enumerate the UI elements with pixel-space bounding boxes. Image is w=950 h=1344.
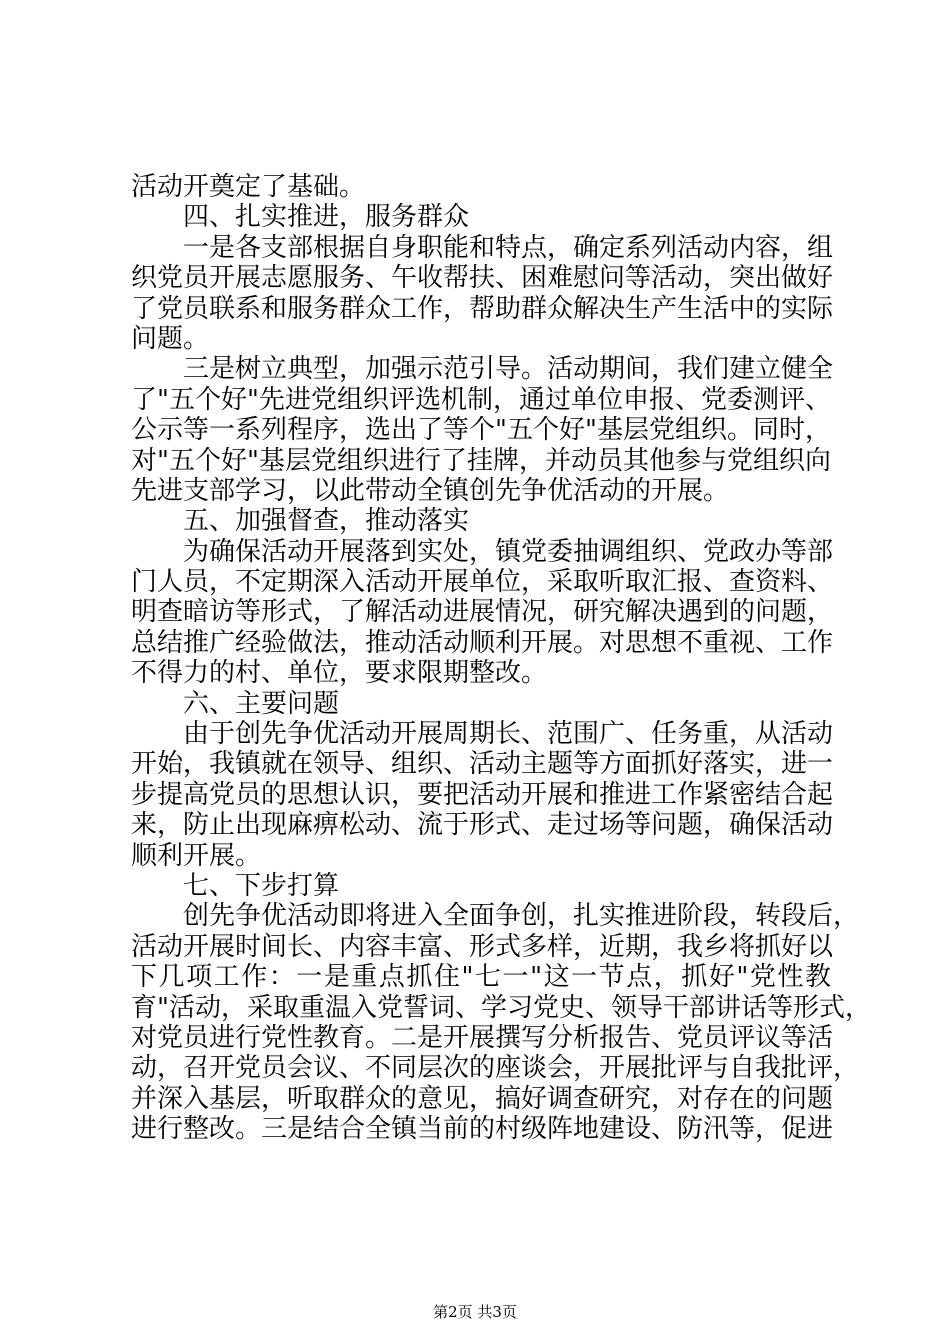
text-line: 总结推广经验做法，推动活动顺利开展。对思想不重视、工作 [131, 627, 834, 658]
text-line: 由于创先争优活动开展周期长、范围广、任务重，从活动 [183, 719, 834, 750]
text-line: 开始，我镇就在领导、组织、活动主题等方面抓好落实，进一 [131, 749, 834, 780]
text-line: 下几项工作：一是重点抓住"七一"这一节点，抓好"党性教 [131, 962, 831, 993]
text-line: 步提高党员的思想认识，要把活动开展和推进工作紧密结合起 [131, 779, 834, 810]
text-line: 不得力的村、单位，要求限期整改。 [131, 658, 548, 689]
text-line: 活动开展时间长、内容丰富、形式多样，近期，我乡将抓好以 [131, 931, 834, 962]
text-line: 进行整改。三是结合全镇当前的村级阵地建设、防汛等，促进 [131, 1114, 834, 1145]
page-number-footer: 第2页 共3页 [433, 1303, 517, 1321]
section-heading: 七、下步打算 [183, 870, 340, 901]
text-line: 对"五个好"基层党组织进行了挂牌，并动员其他参与党组织向 [131, 445, 831, 476]
section-heading: 六、主要问题 [183, 688, 340, 719]
text-line: 育"活动，采取重温入党誓词、学习党史、领导干部讲话等形式， [131, 992, 871, 1023]
text-line: 先进支部学习，以此带动全镇创先争优活动的开展。 [131, 475, 730, 506]
document-body [131, 172, 871, 1145]
text-line: 活动开奠定了基础。 [131, 172, 366, 202]
text-line: 三是树立典型，加强示范引导。活动期间，我们建立健全 [183, 354, 834, 385]
text-line: 创先争优活动即将进入全面争创，扎实推进阶段，转段后， [183, 901, 860, 932]
section-heading: 五、加强督查，推动落实 [183, 506, 470, 537]
text-line: 明查暗访等形式，了解活动进展情况，研究解决遇到的问题， [131, 597, 834, 628]
text-line: 来，防止出现麻痹松动、流于形式、走过场等问题，确保活动 [131, 810, 834, 841]
text-line: 了"五个好"先进党组织评选机制，通过单位申报、党委测评、 [131, 384, 831, 415]
text-line: 顺利开展。 [131, 840, 262, 871]
text-line: 织党员开展志愿服务、午收帮扶、困难慰问等活动，突出做好 [131, 263, 834, 294]
text-line: 一是各支部根据自身职能和特点，确定系列活动内容，组 [183, 232, 834, 263]
text-line: 为确保活动开展落到实处，镇党委抽调组织、党政办等部 [183, 536, 834, 567]
text-line: 门人员，不定期深入活动开展单位，采取听取汇报、查资料、 [131, 567, 834, 598]
text-line: 动，召开党员会议、不同层次的座谈会，开展批评与自我批评， [131, 1053, 860, 1084]
section-heading: 四、扎实推进，服务群众 [183, 202, 470, 233]
text-line: 公示等一系列程序，选出了等个"五个好"基层党组织。同时， [131, 415, 831, 446]
text-line: 了党员联系和服务群众工作，帮助群众解决生产生活中的实际 [131, 293, 834, 324]
text-line: 对党员进行党性教育。二是开展撰写分析报告、党员评议等活 [131, 1022, 834, 1053]
text-line: 问题。 [131, 323, 210, 354]
text-line: 并深入基层，听取群众的意见，搞好调查研究，对存在的问题 [131, 1083, 834, 1114]
